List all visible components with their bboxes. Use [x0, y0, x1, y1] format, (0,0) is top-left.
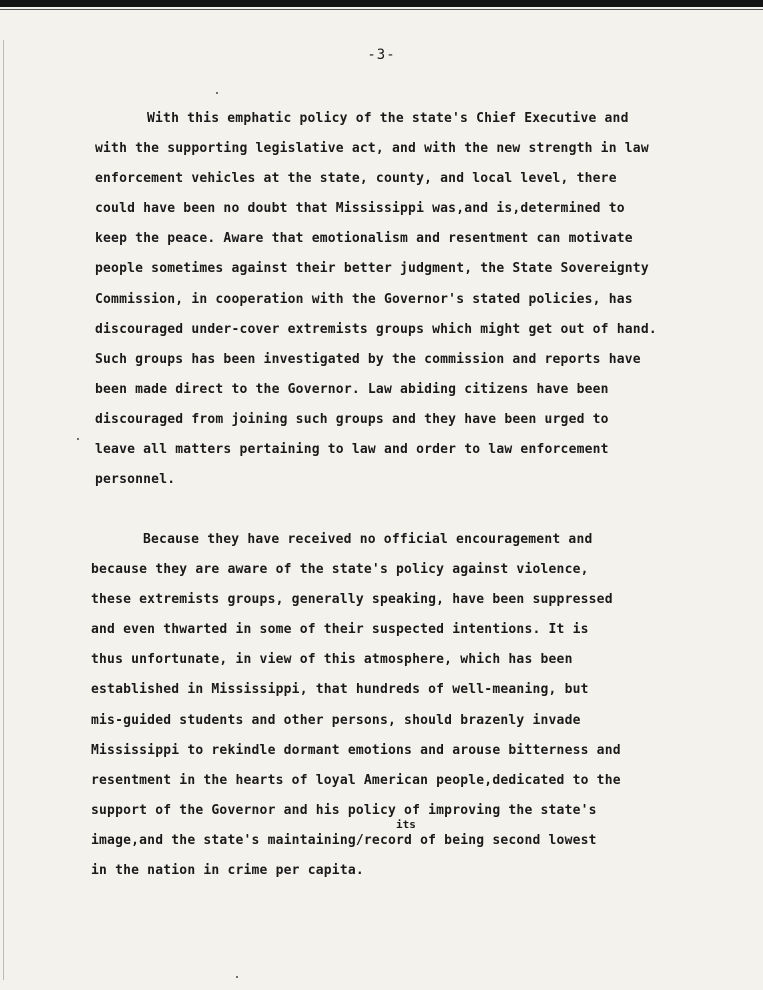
paragraph-line: these extremists groups, generally speaking, have been suppressed [91, 592, 613, 608]
paragraph-line: been made direct to the Governor. Law abiding citizens have been [95, 381, 609, 397]
paragraph-line: could have been no doubt that Mississippi was,and is,determined to [95, 201, 625, 217]
paragraph-line: discouraged from joining such groups and they have been urged to [95, 411, 609, 427]
paragraph-line: thus unfortunate, in view of this atmosphere, which has been [91, 652, 573, 668]
paragraph-line: established in Mississippi, that hundreds of well-meaning, but [91, 682, 589, 698]
paragraph-line: mis-guided students and other persons, should brazenly invade [91, 712, 581, 728]
paragraph-line: and even thwarted in some of their suspected intentions. It is [91, 622, 589, 638]
paragraph-line: keep the peace. Aware that emotionalism and resentment can motivate [95, 231, 633, 247]
paragraph-line: people sometimes against their better judgment, the State Sovereignty [95, 261, 649, 277]
paragraph-line: leave all matters pertaining to law and order to law enforcement [95, 442, 609, 458]
paragraph-line: in the nation in crime per capita. [91, 863, 364, 879]
ink-speck [236, 976, 238, 978]
page-number: -3- [367, 47, 396, 63]
paragraph-line: personnel. [95, 472, 176, 488]
top-border [0, 0, 763, 7]
paragraph-line: Because they have received no official encouragement and [143, 532, 593, 547]
paragraph-line: With this emphatic policy of the state's Chief Executive and [147, 111, 629, 126]
interlinear-insert: its [396, 818, 416, 831]
paragraph-line: discouraged under-cover extremists groups which might get out of hand. [95, 321, 657, 337]
paragraph-line: resentment in the hearts of loyal American people,dedicated to the [91, 772, 621, 788]
paragraph-line: Such groups has been investigated by the commission and reports have [95, 351, 641, 367]
paragraph-line: because they are aware of the state's policy against violence, [91, 562, 589, 578]
paragraph-line: Commission, in cooperation with the Governor's stated policies, has [95, 291, 633, 307]
ink-speck [77, 438, 79, 440]
left-page-edge [3, 40, 4, 980]
ink-speck [216, 92, 218, 94]
paragraph-line: image,and the state's maintaining/record of being second lowest [91, 832, 597, 848]
paragraph-line: support of the Governor and his policy of improving the state's [91, 802, 597, 818]
paragraph-2 [91, 525, 721, 886]
paragraph-line: enforcement vehicles at the state, county, and local level, there [95, 171, 617, 187]
top-border-thin [0, 9, 763, 10]
paragraph-line: Mississippi to rekindle dormant emotions and arouse bitterness and [91, 742, 621, 758]
paragraph-line: with the supporting legislative act, and with the new strength in law [95, 141, 649, 157]
paragraph-1 [95, 104, 725, 495]
